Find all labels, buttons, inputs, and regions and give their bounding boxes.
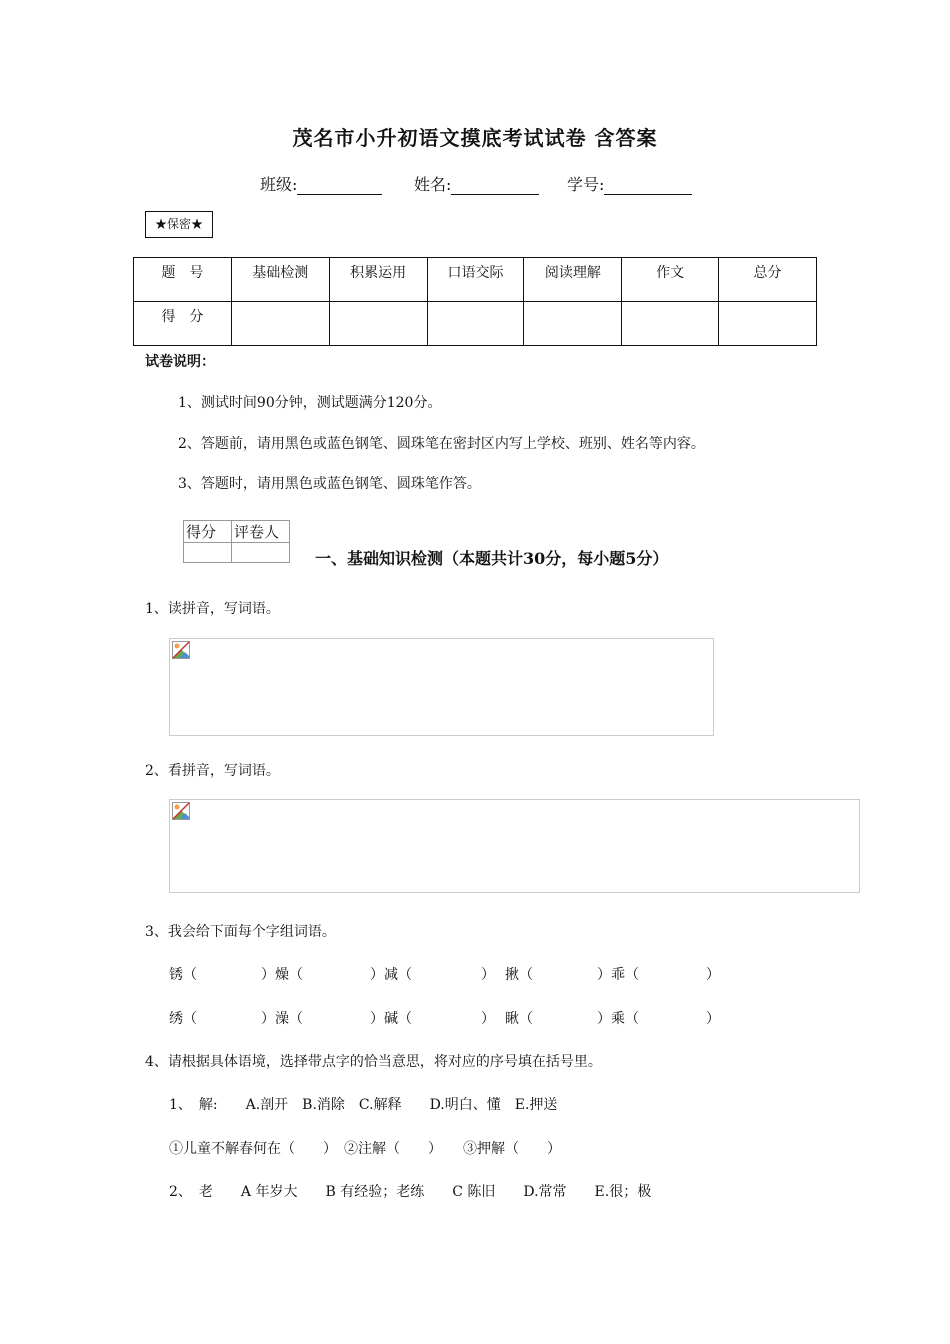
header-cell: 总分 [719, 258, 817, 302]
name-label: 姓名: [414, 175, 452, 194]
page-title: 茂名市小升初语文摸底考试试卷 含答案 [292, 126, 658, 150]
class-label: 班级: [260, 175, 298, 194]
score-row-label: 得 分 [134, 302, 232, 346]
question-4: 4、请根据具体语境，选择带点字的恰当意思，将对应的序号填在括号里。 [145, 1054, 602, 1070]
question-4-item-2: 2、 老 A 年岁大 B 有经验；老练 C 陈旧 D.常常 E.很；极 [169, 1184, 652, 1200]
score-cell[interactable] [427, 302, 524, 346]
score-cell[interactable] [231, 302, 329, 346]
question-1-image [169, 638, 714, 736]
score-table-score-row [134, 302, 817, 346]
broken-image-icon [172, 802, 190, 820]
question-2-image [169, 799, 860, 893]
section-heading: 一、基础知识检测（本题共计30分，每小题5分） [315, 549, 669, 568]
score-cell[interactable] [719, 302, 817, 346]
instruction-item: 2、答题前，请用黑色或蓝色钢笔、圆珠笔在密封区内写上学校、班别、姓名等内容。 [178, 436, 705, 452]
header-cell: 基础检测 [231, 258, 329, 302]
student-id-field[interactable] [567, 172, 692, 195]
score-cell[interactable] [622, 302, 719, 346]
question-4-item-1-sub: ①儿童不解春何在（ ） ②注解（ ） ③押解（ ） [169, 1141, 561, 1157]
score-cell[interactable] [524, 302, 622, 346]
question-1: 1、读拼音，写词语。 [145, 601, 280, 617]
score-table [133, 257, 817, 346]
score-cell[interactable] [329, 302, 427, 346]
id-label: 学号: [567, 175, 605, 194]
header-cell: 作文 [622, 258, 719, 302]
instructions-title: 试卷说明： [145, 354, 215, 370]
header-cell: 题 号 [134, 258, 232, 302]
confidential-badge: ★保密★ [145, 211, 213, 238]
grader-reviewer-cell[interactable] [232, 543, 290, 563]
class-field[interactable] [260, 172, 382, 195]
name-field[interactable] [414, 172, 539, 195]
broken-image-icon [172, 641, 190, 659]
grader-score-cell[interactable] [184, 543, 232, 563]
grader-table [183, 520, 290, 563]
instruction-item: 3、答题时，请用黑色或蓝色钢笔、圆珠笔作答。 [178, 476, 481, 492]
question-3: 3、我会给下面每个字组词语。 [145, 924, 336, 940]
grader-score-label: 得分 [184, 521, 232, 543]
question-4-item-1: 1、 解: A.剖开 B.消除 C.解释 D.明白、懂 E.押送 [169, 1097, 558, 1113]
question-2: 2、看拼音，写词语。 [145, 763, 280, 779]
grader-reviewer-label: 评卷人 [232, 521, 290, 543]
header-cell: 积累运用 [329, 258, 427, 302]
score-table-header-row [134, 258, 817, 302]
header-cell: 阅读理解 [524, 258, 622, 302]
header-cell: 口语交际 [427, 258, 524, 302]
instruction-item: 1、测试时间90分钟，测试题满分120分。 [178, 395, 442, 411]
